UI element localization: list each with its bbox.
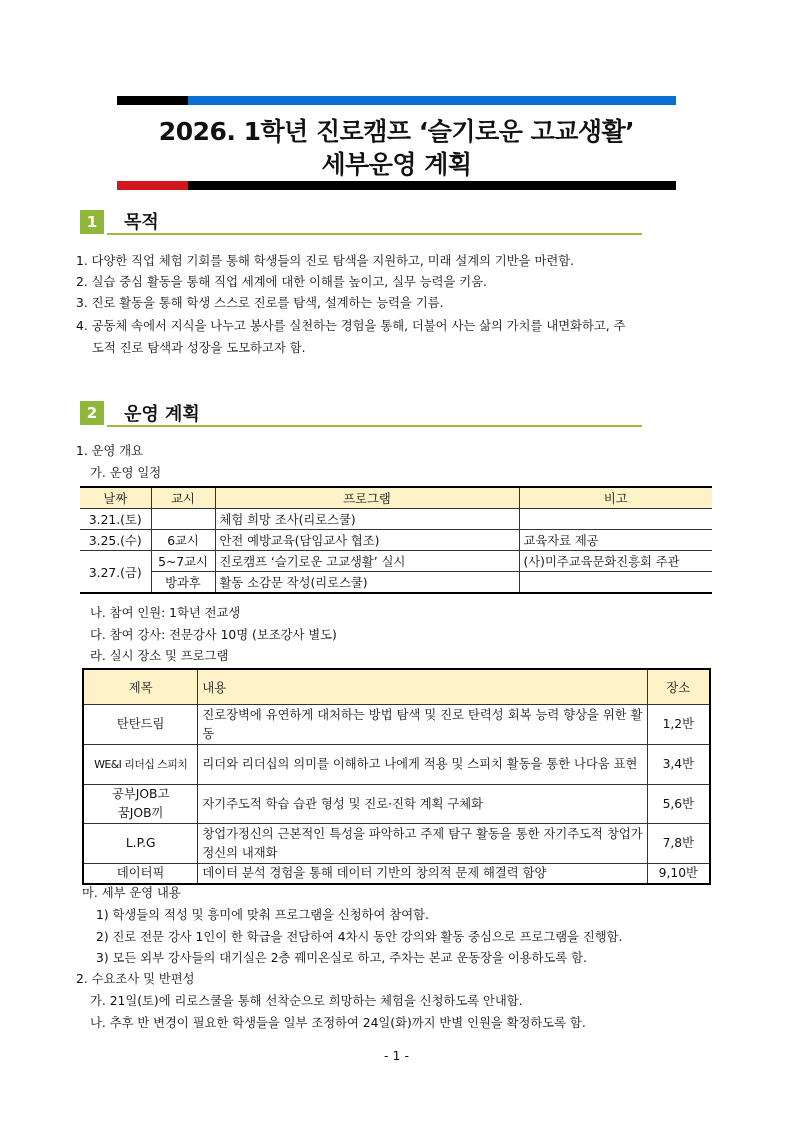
table-row bbox=[83, 745, 710, 785]
program-title: 데이터픽 bbox=[83, 864, 198, 885]
doc-title-line2: 세부운영 계획 bbox=[321, 150, 472, 179]
section2-number: 2 bbox=[80, 401, 104, 425]
detail-item-2: 2) 진로 전문 강사 1인이 한 학급을 전담하여 4차시 동안 강의와 활동 중심으로 프로그램을 진행함. bbox=[96, 930, 623, 944]
detail-label: 마. 세부 운영 내용 bbox=[82, 886, 181, 900]
program-content: 데이터 분석 경험을 통해 데이터 기반의 창의적 문제 해결력 함양 bbox=[198, 864, 647, 885]
schedule-label: 가. 운영 일정 bbox=[90, 466, 162, 480]
purpose-item-2: 2. 실습 중심 활동을 통해 직업 세계에 대한 이해를 높이고, 실무 능력을 키움. bbox=[76, 275, 487, 289]
schedule-program: 활동 소감문 작성(리로스쿨) bbox=[215, 572, 519, 594]
program-place: 3,4반 bbox=[647, 745, 710, 785]
survey-item-2: 나. 추후 반 변경이 필요한 학생들을 일부 조정하여 24일(화)까지 반별 인원을 확정하도록 함. bbox=[90, 1016, 586, 1030]
program-title: 공부JOB고 꿈JOB끼 bbox=[83, 785, 198, 824]
participants-line: 나. 참여 인원: 1학년 전교생 bbox=[90, 606, 241, 620]
section1-title: 목적 bbox=[124, 212, 159, 233]
detail-item-1: 1) 학생들의 적성 및 흥미에 맞춰 프로그램을 신청하여 참여함. bbox=[96, 908, 429, 922]
overview-label: 1. 운영 개요 bbox=[76, 444, 144, 458]
program-header-title: 제목 bbox=[83, 669, 198, 705]
doc-title-line1: 2026. 1학년 진로캠프 ‘슬기로운 고교생활’ bbox=[158, 117, 635, 146]
schedule-program: 안전 예방교육(담임교사 협조) bbox=[215, 530, 519, 551]
schedule-period: 6교시 bbox=[151, 530, 215, 551]
schedule-header-program: 프로그램 bbox=[215, 487, 519, 509]
purpose-item-3: 3. 진로 활동을 통해 학생 스스로 진로를 탐색, 설계하는 능력을 기름. bbox=[76, 296, 444, 310]
survey-item-1: 가. 21일(토)에 리로스쿨을 통해 선착순으로 희망하는 체험을 신청하도록 안내함. bbox=[90, 994, 523, 1008]
program-content: 창업가정신의 근본적인 특성을 파악하고 주제 탐구 활동을 통한 자기주도적 창업가정신의 내재화 bbox=[198, 824, 647, 864]
program-header-content: 내용 bbox=[198, 669, 647, 705]
program-content: 진로장벽에 유연하게 대처하는 방법 탐색 및 진로 탄력성 회복 능력 향상을 위한 활동 bbox=[198, 705, 647, 745]
program-header-place: 장소 bbox=[647, 669, 710, 705]
schedule-period: 5~7교시 bbox=[151, 551, 215, 572]
survey-label: 2. 수요조사 및 반편성 bbox=[76, 972, 195, 986]
table-row bbox=[80, 530, 712, 551]
schedule-header-note: 비고 bbox=[519, 487, 712, 509]
program-place: 1,2반 bbox=[647, 705, 710, 745]
section1-underline bbox=[107, 233, 642, 235]
schedule-date: 3.27.(금) bbox=[80, 551, 151, 594]
title-bar-bottom-red bbox=[117, 181, 188, 190]
schedule-program: 체험 희망 조사(리로스쿨) bbox=[215, 509, 519, 530]
schedule-period: 방과후 bbox=[151, 572, 215, 594]
schedule-date: 3.21.(토) bbox=[80, 509, 151, 530]
program-title: 탄탄드림 bbox=[83, 705, 198, 745]
program-title: L.P.G bbox=[83, 824, 198, 864]
program-title: WE&I 리더십 스피치 bbox=[83, 745, 198, 785]
table-row bbox=[83, 705, 710, 745]
table-row bbox=[83, 824, 710, 864]
purpose-item-4-cont: 도적 진로 탐색과 성장을 도모하고자 함. bbox=[92, 341, 306, 355]
table-row bbox=[80, 572, 712, 594]
schedule-program: 진로캠프 ‘슬기로운 고교생활’ 실시 bbox=[215, 551, 519, 572]
program-place: 5,6반 bbox=[647, 785, 710, 824]
title-bar-top-blue bbox=[188, 96, 676, 105]
schedule-date: 3.25.(수) bbox=[80, 530, 151, 551]
schedule-header-period: 교시 bbox=[151, 487, 215, 509]
schedule-table bbox=[80, 486, 712, 594]
table-row bbox=[83, 864, 710, 885]
purpose-item-4: 4. 공동체 속에서 지식을 나누고 봉사를 실천하는 경험을 통해, 더불어 사는 삶의 가치를 내면화하고, 주 bbox=[76, 319, 626, 333]
detail-item-3: 3) 모든 외부 강사들의 대기실은 2층 꿰미온실로 하고, 주차는 본교 운동장을 이용하도록 함. bbox=[96, 951, 587, 965]
table-row bbox=[83, 785, 710, 824]
purpose-item-1: 1. 다양한 직업 체험 기회를 통해 학생들의 진로 탐색을 지원하고, 미래 설계의 기반을 마련함. bbox=[76, 254, 575, 268]
program-table bbox=[82, 668, 711, 885]
schedule-note bbox=[519, 572, 712, 594]
schedule-note: 교육자료 제공 bbox=[519, 530, 712, 551]
title-bar-top-black bbox=[117, 96, 188, 105]
schedule-period bbox=[151, 509, 215, 530]
program-content: 리더와 리더십의 의미를 이해하고 나에게 적용 및 스피치 활동을 통한 나다움 표현 bbox=[198, 745, 647, 785]
program-content: 자기주도적 학습 습관 형성 및 진로·진학 계획 구체화 bbox=[198, 785, 647, 824]
schedule-header-date: 날짜 bbox=[80, 487, 151, 509]
page-number: - 1 - bbox=[384, 1048, 409, 1063]
title-bar-bottom-black bbox=[188, 181, 676, 190]
program-place: 7,8반 bbox=[647, 824, 710, 864]
venue-label: 라. 실시 장소 및 프로그램 bbox=[90, 649, 229, 663]
section2-underline bbox=[107, 425, 642, 427]
instructors-line: 다. 참여 강사: 전문강사 10명 (보조강사 별도) bbox=[90, 628, 337, 642]
program-place: 9,10반 bbox=[647, 864, 710, 885]
table-row bbox=[80, 509, 712, 530]
schedule-note bbox=[519, 509, 712, 530]
section2-title: 운영 계획 bbox=[124, 404, 200, 425]
schedule-note: (사)미주교육문화진흥회 주관 bbox=[519, 551, 712, 572]
section1-number: 1 bbox=[80, 210, 104, 234]
table-row bbox=[80, 551, 712, 572]
